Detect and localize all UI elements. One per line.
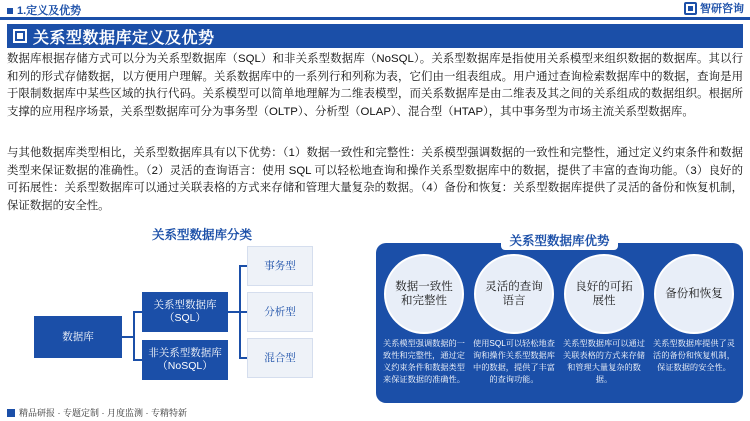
type-transactional: 事务型 (247, 246, 313, 286)
advantage-desc: 关系型数据库提供了灵活的备份和恢复机制，保证数据的安全性。 (653, 339, 735, 372)
connector (239, 357, 247, 359)
footer (0, 404, 750, 421)
advantage-name: 良好的可拓展性 (564, 254, 644, 334)
type-hybrid: 混合型 (247, 338, 313, 378)
connector (239, 311, 247, 313)
connector (239, 265, 247, 267)
advantage-name: 数据一致性和完整性 (384, 254, 464, 334)
title-mark-icon (13, 29, 27, 43)
brand: 智研咨询 (684, 1, 744, 15)
top-divider (0, 17, 750, 20)
sql-box: 关系型数据库（SQL） (142, 292, 228, 332)
definition-paragraph: 数据库根据存储方式可以分为关系型数据库（SQL）和非关系型数据库（NoSQL）。关系型数据库是指使用关系模型来组织数据的数据库。其以行和列的形式存储数据，以方便用户理解。关系数据库中的一系列行和列称为表，它们由一组表组成。用户通过查询检索数据库中的数据，查询是用于限制数据库中某些区域的执行代码。关系模型可以简单地理解为二维表模型，而关系数据库是由二维表及其之间的关系组成的数据组织。根据所支撑的应用程序场景，关系型数据库可分为事务型（OLTP）、分析型（OLAP）、混合型（HTAP），其中事务型为市场主流关系型数据库。 (7, 53, 743, 118)
advantage-name: 灵活的查询语言 (474, 254, 554, 334)
title-bar (7, 24, 743, 48)
advantage-desc: 关系模型强调数据的一致性和完整性，通过定义约束条件和数据类型来保证数据的准确性。 (383, 339, 465, 384)
advantage-item (561, 254, 647, 394)
nosql-box: 非关系型数据库（NoSQL） (142, 340, 228, 380)
footer-square-icon (7, 409, 15, 417)
connector (133, 311, 135, 361)
brand-logo-icon (684, 2, 697, 15)
section-square-icon (7, 8, 13, 14)
advantage-name: 备份和恢复 (654, 254, 734, 334)
advantage-desc: 使用SQL可以轻松地查询和操作关系型数据库中的数据，提供了丰富的查询功能。 (473, 339, 555, 384)
database-root-box: 数据库 (34, 316, 122, 358)
advantage-item (471, 254, 557, 394)
type-analytical: 分析型 (247, 292, 313, 332)
advantage-desc: 关系型数据库可以通过关联表格的方式来存储和管理大量复杂的数据。 (563, 339, 645, 384)
advantage-item (651, 254, 737, 394)
advantages-title-wrap (376, 230, 743, 250)
page-title: 关系型数据库定义及优势 (33, 29, 215, 47)
section-label: 1.定义及优势 (7, 2, 81, 18)
footer-text: 精品研报 · 专题定制 · 月度监测 · 专精特新 (19, 408, 187, 418)
classification-title: 关系型数据库分类 (152, 228, 253, 242)
advantage-item (381, 254, 467, 394)
top-bar (0, 0, 750, 20)
advantages-title: 关系型数据库优势 (501, 230, 617, 250)
advantage-paragraph: 与其他数据库类型相比，关系型数据库具有以下优势：（1）数据一致性和完整性：关系模型强调数据的一致性和完整性，通过定义约束条件和数据类型来保证数据的准确性。（2）灵活的查询语言：使用 SQL 可以轻松地查询和操作关系型数据库中的数据，提供了丰富的查询功能。（3）良好的可拓展性：关系型数据库可以通过关联表格的方式来存储和管理大量复杂的数据。（4）备份和恢复：关系型数据库提供了灵活的备份和恢复机制，保证数据的安全性。 (7, 147, 743, 212)
